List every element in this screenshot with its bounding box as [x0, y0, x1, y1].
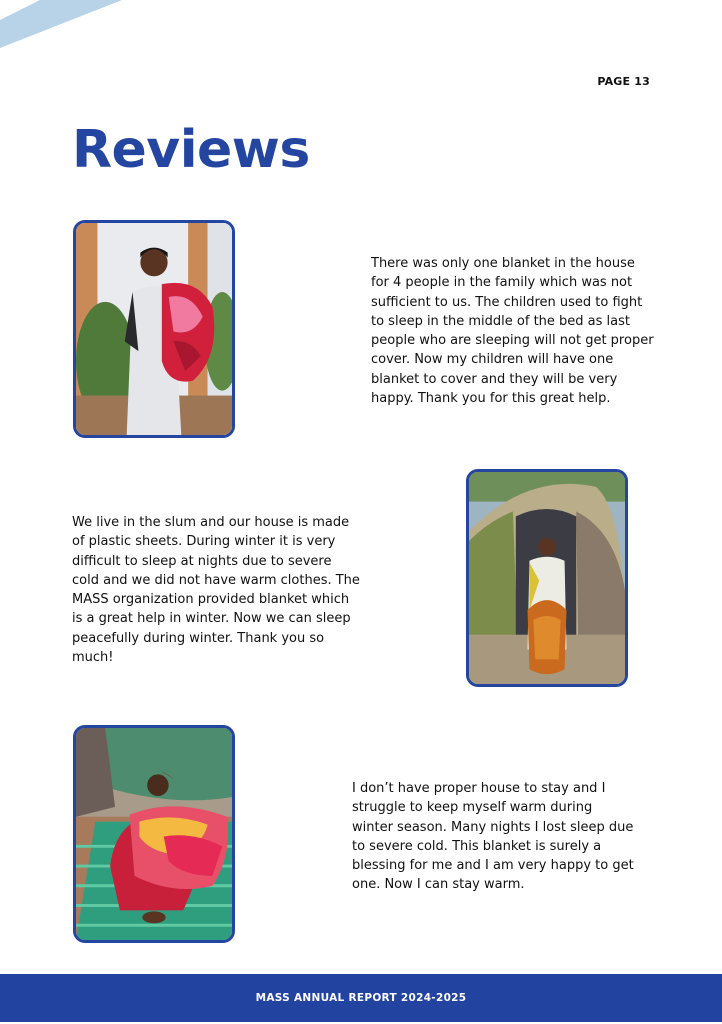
- review-photo-woman-with-red-blanket: [73, 220, 235, 438]
- page-title: Reviews: [72, 120, 310, 180]
- footer-title: MASS ANNUAL REPORT 2024-2025: [255, 992, 467, 1004]
- review-photo-woman-seated-with-blanket: [73, 725, 235, 943]
- footer-bar: [0, 974, 722, 1022]
- review-text-2: We live in the slum and our house is made of plastic sheets. During winter it is very difficult to sleep at nights due to severe cold and we did not have warm clothes. The MASS organization provided blanket which is a great help in winter. Now we can sleep peacefully during winter. Thank you so much!: [72, 515, 360, 666]
- review-text-3: I don’t have proper house to stay and I struggle to keep myself warm during winter season. Many nights I lost sleep due to severe cold. This blanket is surely a blessing for me and I am very happy to get one. Now I can stay warm.: [352, 781, 634, 893]
- review-photo-woman-at-tent: [466, 469, 628, 687]
- corner-decoration-stripe: [0, 0, 130, 50]
- review-text-1: There was only one blanket in the house for 4 people in the family which was not sufficient to us. The children used to fight to sleep in the middle of the bed as last people who are sleeping will not get proper cover. Now my children will have one blanket to cover and they will be very happy. Thank you for this great help.: [371, 256, 654, 407]
- page-number: PAGE 13: [597, 75, 650, 88]
